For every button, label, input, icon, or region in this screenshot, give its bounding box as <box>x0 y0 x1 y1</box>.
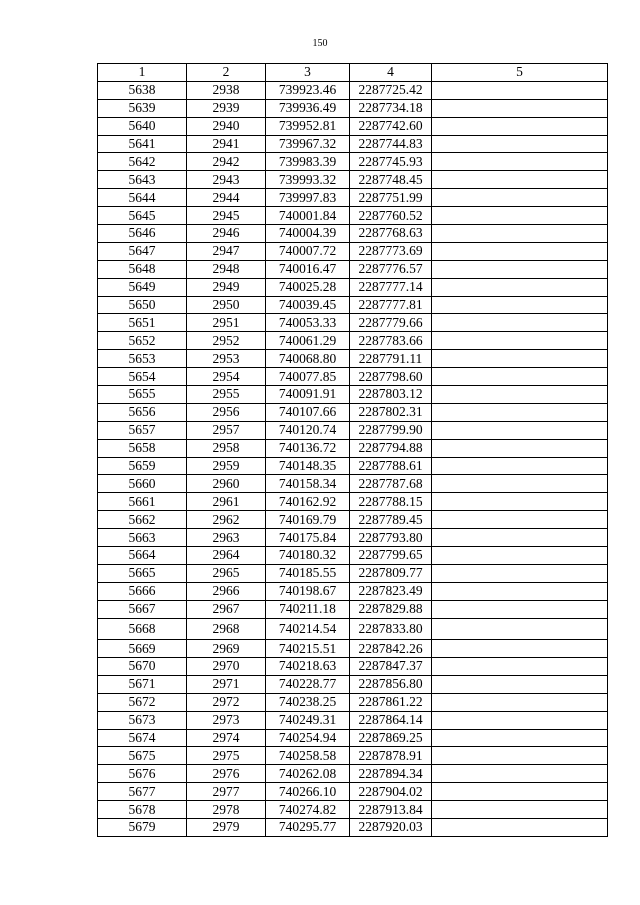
table-cell: 2287742.60 <box>350 117 432 135</box>
table-cell: 2287794.88 <box>350 439 432 457</box>
table-cell: 2952 <box>187 332 266 350</box>
table-cell: 740180.32 <box>266 547 350 565</box>
table-cell <box>432 135 608 153</box>
table-cell: 2963 <box>187 529 266 547</box>
table-cell: 5640 <box>98 117 187 135</box>
table-cell: 5671 <box>98 675 187 693</box>
table-cell <box>432 421 608 439</box>
table-cell <box>432 117 608 135</box>
table-cell: 5666 <box>98 582 187 600</box>
table-cell: 2287777.14 <box>350 278 432 296</box>
column-header: 1 <box>98 64 187 82</box>
table-row <box>98 729 608 747</box>
table-cell: 5649 <box>98 278 187 296</box>
table-row <box>98 171 608 189</box>
table-cell: 2287793.80 <box>350 529 432 547</box>
table-row <box>98 783 608 801</box>
table-cell <box>432 99 608 117</box>
table-cell: 740039.45 <box>266 296 350 314</box>
table-cell: 740053.33 <box>266 314 350 332</box>
table-cell: 2287809.77 <box>350 564 432 582</box>
table-cell: 5641 <box>98 135 187 153</box>
table-cell: 2939 <box>187 99 266 117</box>
table-cell: 5668 <box>98 618 187 640</box>
table-cell: 740262.08 <box>266 765 350 783</box>
table-cell: 2287861.22 <box>350 693 432 711</box>
table-cell: 5658 <box>98 439 187 457</box>
table-cell: 739936.49 <box>266 99 350 117</box>
table-cell: 2287842.26 <box>350 640 432 658</box>
table-cell: 2970 <box>187 658 266 676</box>
table-cell: 740025.28 <box>266 278 350 296</box>
table-cell: 2287847.37 <box>350 658 432 676</box>
table-row <box>98 117 608 135</box>
table-cell: 2962 <box>187 511 266 529</box>
table-cell: 2946 <box>187 225 266 243</box>
table-cell: 2941 <box>187 135 266 153</box>
table-cell: 740211.18 <box>266 600 350 618</box>
coordinates-table <box>97 63 608 837</box>
table-cell: 2287803.12 <box>350 386 432 404</box>
table-cell: 740016.47 <box>266 260 350 278</box>
table-cell: 740158.34 <box>266 475 350 493</box>
table-cell: 2287787.68 <box>350 475 432 493</box>
table-row <box>98 421 608 439</box>
table-cell: 2287788.15 <box>350 493 432 511</box>
table-cell <box>432 801 608 819</box>
table-cell: 2287748.45 <box>350 171 432 189</box>
table-row <box>98 332 608 350</box>
table-cell <box>432 675 608 693</box>
table-cell: 740068.80 <box>266 350 350 368</box>
table-cell: 2966 <box>187 582 266 600</box>
table-cell <box>432 332 608 350</box>
table-cell: 2287789.45 <box>350 511 432 529</box>
table-cell <box>432 493 608 511</box>
table-cell: 2958 <box>187 439 266 457</box>
table-cell: 740295.77 <box>266 819 350 837</box>
table-cell <box>432 600 608 618</box>
table-cell: 2961 <box>187 493 266 511</box>
table-cell: 5656 <box>98 403 187 421</box>
table-cell: 2287773.69 <box>350 242 432 260</box>
table-row <box>98 296 608 314</box>
table-cell: 740238.25 <box>266 693 350 711</box>
table-cell: 5676 <box>98 765 187 783</box>
table-cell: 740001.84 <box>266 207 350 225</box>
table-cell: 740266.10 <box>266 783 350 801</box>
table-cell: 740004.39 <box>266 225 350 243</box>
table-cell <box>432 765 608 783</box>
table-cell: 2955 <box>187 386 266 404</box>
table-cell <box>432 242 608 260</box>
table-row <box>98 511 608 529</box>
table-cell: 5642 <box>98 153 187 171</box>
table-cell: 2287734.18 <box>350 99 432 117</box>
table-cell: 5669 <box>98 640 187 658</box>
table-cell: 740249.31 <box>266 711 350 729</box>
table-cell: 2968 <box>187 618 266 640</box>
table-cell <box>432 729 608 747</box>
table-cell: 5638 <box>98 81 187 99</box>
table-cell: 2948 <box>187 260 266 278</box>
table-cell: 2943 <box>187 171 266 189</box>
table-cell: 2949 <box>187 278 266 296</box>
table-cell: 740228.77 <box>266 675 350 693</box>
table-cell: 2979 <box>187 819 266 837</box>
table-cell <box>432 529 608 547</box>
table-cell <box>432 783 608 801</box>
table-cell: 740107.66 <box>266 403 350 421</box>
table-cell: 2287776.57 <box>350 260 432 278</box>
table-cell <box>432 386 608 404</box>
table-row <box>98 225 608 243</box>
table-row <box>98 439 608 457</box>
table-cell: 740077.85 <box>266 368 350 386</box>
table-cell: 2287894.34 <box>350 765 432 783</box>
page-number: 150 <box>312 38 328 49</box>
table-cell: 5659 <box>98 457 187 475</box>
table-cell: 2287783.66 <box>350 332 432 350</box>
table-cell <box>432 153 608 171</box>
table-cell: 2938 <box>187 81 266 99</box>
table-cell: 740218.63 <box>266 658 350 676</box>
table-row <box>98 801 608 819</box>
table-cell: 2287788.61 <box>350 457 432 475</box>
table-cell: 5657 <box>98 421 187 439</box>
table-cell: 5651 <box>98 314 187 332</box>
table-cell: 2287777.81 <box>350 296 432 314</box>
table-row <box>98 675 608 693</box>
table-cell: 2972 <box>187 693 266 711</box>
table-cell: 5648 <box>98 260 187 278</box>
table-row <box>98 153 608 171</box>
table-cell <box>432 711 608 729</box>
table-cell: 5652 <box>98 332 187 350</box>
table-cell <box>432 819 608 837</box>
table-cell: 2960 <box>187 475 266 493</box>
table-cell: 739923.46 <box>266 81 350 99</box>
table-cell: 2287833.80 <box>350 618 432 640</box>
table-cell <box>432 640 608 658</box>
table-cell: 2287744.83 <box>350 135 432 153</box>
table-cell: 2965 <box>187 564 266 582</box>
table-row <box>98 582 608 600</box>
table-cell: 5674 <box>98 729 187 747</box>
table-body <box>98 81 608 836</box>
table-cell: 5678 <box>98 801 187 819</box>
table-cell <box>432 225 608 243</box>
table-cell <box>432 171 608 189</box>
table-cell: 5654 <box>98 368 187 386</box>
table-cell: 5673 <box>98 711 187 729</box>
table-row <box>98 600 608 618</box>
table-cell: 740254.94 <box>266 729 350 747</box>
table-cell: 740091.91 <box>266 386 350 404</box>
table-cell: 5667 <box>98 600 187 618</box>
table-cell: 2950 <box>187 296 266 314</box>
table-cell: 2287760.52 <box>350 207 432 225</box>
table-cell: 2287913.84 <box>350 801 432 819</box>
table-cell: 740162.92 <box>266 493 350 511</box>
table-cell: 2959 <box>187 457 266 475</box>
table-row <box>98 81 608 99</box>
table-cell: 2287725.42 <box>350 81 432 99</box>
table-cell: 740215.51 <box>266 640 350 658</box>
table-row <box>98 260 608 278</box>
table-cell: 739952.81 <box>266 117 350 135</box>
table-cell: 5645 <box>98 207 187 225</box>
table-cell: 2287768.63 <box>350 225 432 243</box>
table-cell: 5644 <box>98 189 187 207</box>
table-cell: 2964 <box>187 547 266 565</box>
table-cell: 739993.32 <box>266 171 350 189</box>
table-cell: 5661 <box>98 493 187 511</box>
table-cell: 2287799.90 <box>350 421 432 439</box>
table-cell <box>432 368 608 386</box>
table-cell <box>432 81 608 99</box>
table-row <box>98 547 608 565</box>
table-row <box>98 693 608 711</box>
table-row <box>98 207 608 225</box>
table-cell: 2287802.31 <box>350 403 432 421</box>
table-cell <box>432 547 608 565</box>
table-row <box>98 564 608 582</box>
table-cell: 740258.58 <box>266 747 350 765</box>
table-cell: 2945 <box>187 207 266 225</box>
table-cell: 2940 <box>187 117 266 135</box>
table-cell: 5643 <box>98 171 187 189</box>
table-cell: 5662 <box>98 511 187 529</box>
table-cell <box>432 278 608 296</box>
table-cell: 740120.74 <box>266 421 350 439</box>
table-cell: 740274.82 <box>266 801 350 819</box>
table-cell: 2976 <box>187 765 266 783</box>
table-cell: 2953 <box>187 350 266 368</box>
column-header: 2 <box>187 64 266 82</box>
table-cell: 2287829.88 <box>350 600 432 618</box>
table-cell <box>432 314 608 332</box>
table-cell: 2951 <box>187 314 266 332</box>
table-cell: 5653 <box>98 350 187 368</box>
table-cell: 740175.84 <box>266 529 350 547</box>
table-cell <box>432 693 608 711</box>
table-cell: 740148.35 <box>266 457 350 475</box>
table-cell: 5663 <box>98 529 187 547</box>
table-cell: 2287869.25 <box>350 729 432 747</box>
table-cell: 2956 <box>187 403 266 421</box>
table-cell: 2287864.14 <box>350 711 432 729</box>
table-cell: 2954 <box>187 368 266 386</box>
table-cell: 2287798.60 <box>350 368 432 386</box>
table-cell: 2287791.11 <box>350 350 432 368</box>
table-header-row <box>98 64 608 82</box>
table-cell: 739983.39 <box>266 153 350 171</box>
table-cell: 5677 <box>98 783 187 801</box>
table-cell <box>432 403 608 421</box>
table-cell: 5664 <box>98 547 187 565</box>
table-cell: 2287920.03 <box>350 819 432 837</box>
column-header: 3 <box>266 64 350 82</box>
table-cell: 5639 <box>98 99 187 117</box>
table-row <box>98 403 608 421</box>
table-row <box>98 765 608 783</box>
table-cell: 2287745.93 <box>350 153 432 171</box>
table-row <box>98 618 608 640</box>
table-cell: 2287856.80 <box>350 675 432 693</box>
table-cell <box>432 207 608 225</box>
table-cell: 2947 <box>187 242 266 260</box>
table-row <box>98 819 608 837</box>
table-cell: 5679 <box>98 819 187 837</box>
table-cell: 740007.72 <box>266 242 350 260</box>
table-cell: 2974 <box>187 729 266 747</box>
table-cell <box>432 189 608 207</box>
table-cell: 2287751.99 <box>350 189 432 207</box>
table-cell <box>432 582 608 600</box>
table-cell: 2942 <box>187 153 266 171</box>
table-row <box>98 493 608 511</box>
table-row <box>98 278 608 296</box>
table-row <box>98 242 608 260</box>
table-cell: 2287823.49 <box>350 582 432 600</box>
table-cell: 2287904.02 <box>350 783 432 801</box>
table-cell: 5665 <box>98 564 187 582</box>
table-cell: 2944 <box>187 189 266 207</box>
table-cell <box>432 511 608 529</box>
table-row <box>98 368 608 386</box>
table-cell: 2977 <box>187 783 266 801</box>
table-cell: 2287799.65 <box>350 547 432 565</box>
table-cell <box>432 564 608 582</box>
table-cell: 2971 <box>187 675 266 693</box>
table-cell: 739997.83 <box>266 189 350 207</box>
table-cell: 740214.54 <box>266 618 350 640</box>
table-cell <box>432 439 608 457</box>
table-cell: 2973 <box>187 711 266 729</box>
table-row <box>98 189 608 207</box>
table-cell: 5660 <box>98 475 187 493</box>
table-cell <box>432 658 608 676</box>
column-header: 5 <box>432 64 608 82</box>
table-cell: 740136.72 <box>266 439 350 457</box>
table-cell: 740198.67 <box>266 582 350 600</box>
table-cell <box>432 457 608 475</box>
column-header: 4 <box>350 64 432 82</box>
table-cell: 740185.55 <box>266 564 350 582</box>
table-cell: 5647 <box>98 242 187 260</box>
table-row <box>98 99 608 117</box>
table-cell: 2957 <box>187 421 266 439</box>
table-cell: 2969 <box>187 640 266 658</box>
table-row <box>98 475 608 493</box>
table-cell: 2967 <box>187 600 266 618</box>
table-row <box>98 640 608 658</box>
table-cell <box>432 350 608 368</box>
table-row <box>98 658 608 676</box>
table-cell <box>432 475 608 493</box>
table-cell: 2975 <box>187 747 266 765</box>
table-cell <box>432 260 608 278</box>
table-cell: 740169.79 <box>266 511 350 529</box>
table-cell: 5672 <box>98 693 187 711</box>
table-cell: 5655 <box>98 386 187 404</box>
table-cell: 5646 <box>98 225 187 243</box>
table-row <box>98 457 608 475</box>
table-cell: 2287779.66 <box>350 314 432 332</box>
table-row <box>98 314 608 332</box>
table-cell <box>432 747 608 765</box>
table-cell <box>432 296 608 314</box>
table-row <box>98 711 608 729</box>
table-row <box>98 386 608 404</box>
table-row <box>98 747 608 765</box>
table-cell: 739967.32 <box>266 135 350 153</box>
table-row <box>98 529 608 547</box>
table-cell <box>432 618 608 640</box>
table-cell: 5650 <box>98 296 187 314</box>
table-cell: 5675 <box>98 747 187 765</box>
table-cell: 2287878.91 <box>350 747 432 765</box>
table-row <box>98 135 608 153</box>
table-cell: 2978 <box>187 801 266 819</box>
table-cell: 740061.29 <box>266 332 350 350</box>
table-cell: 5670 <box>98 658 187 676</box>
table-row <box>98 350 608 368</box>
